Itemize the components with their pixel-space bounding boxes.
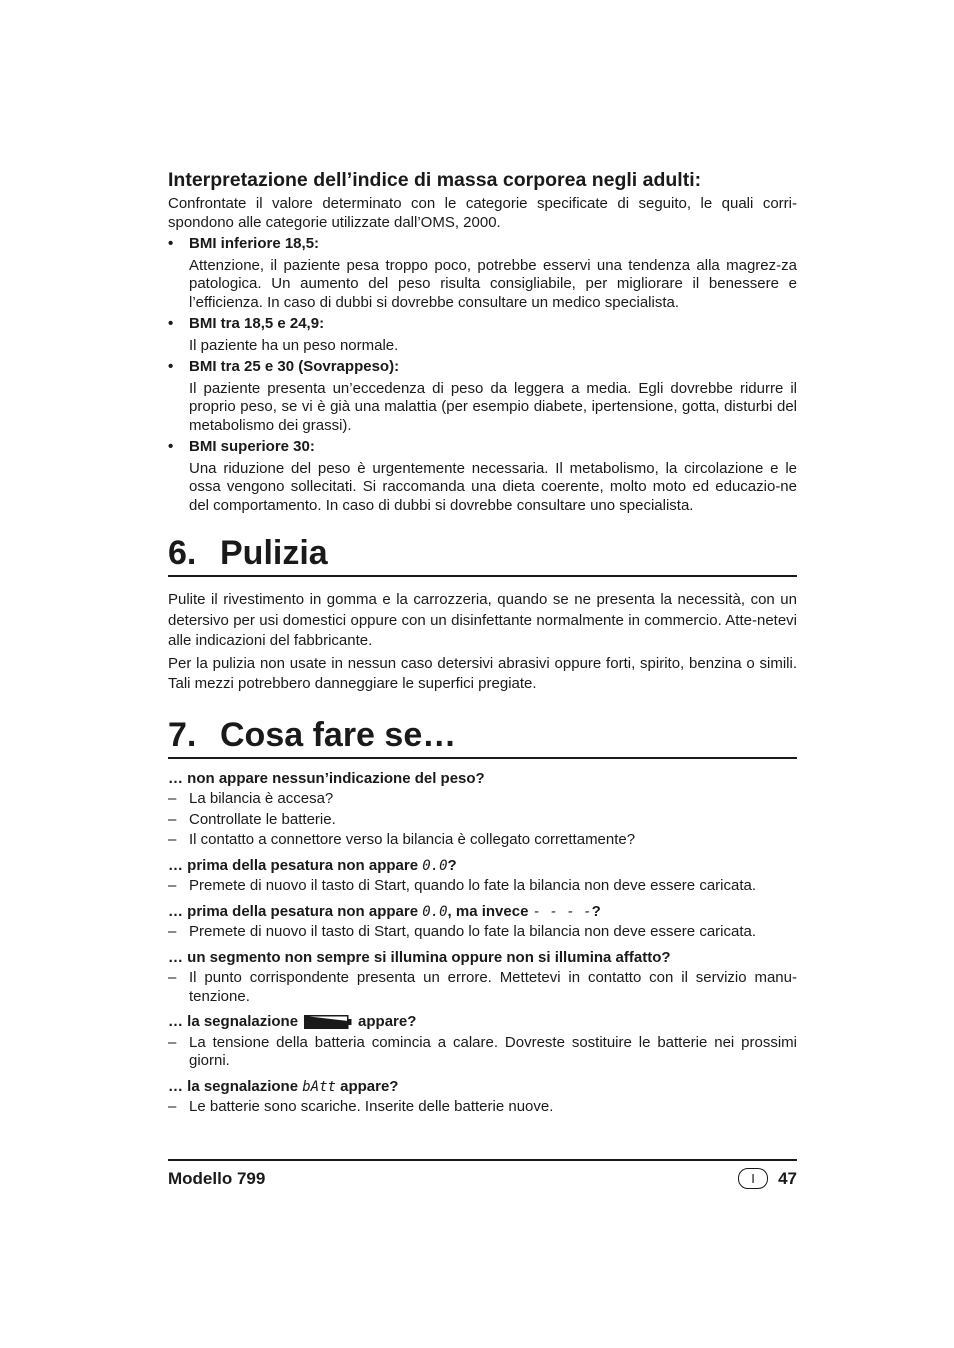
bmi-list — [168, 235, 797, 515]
section-title-text: Cosa fare se… — [220, 715, 457, 754]
bmi-item-text: Il paziente ha un peso normale. — [189, 336, 399, 354]
answer-list — [168, 969, 797, 1006]
answer-list — [168, 877, 797, 896]
answer-list — [168, 790, 797, 850]
list-item: – La tensione della batteria comincia a calare. Dovreste sostituire le batterie nei prossimi giorni. — [168, 1033, 797, 1070]
bmi-item-title: BMI tra 25 e 30 (Sovrappeso): — [189, 358, 400, 376]
cleaning-paragraph: Pulite il rivestimento in gomma e la carrozzeria, quando se ne presenta la necessità, con un detersivo per usi domestici oppure con un disinfettante normalmente in commercio. Atte-netevi alle indicazioni del fabbricante. — [168, 591, 797, 650]
list-item: – Il contatto a connettore verso la bilancia è collegato correttamente? — [168, 831, 636, 849]
bmi-item-title: BMI inferiore 18,5: — [189, 235, 320, 253]
question: … prima della pesatura non appare 0.0? — [168, 856, 457, 874]
bmi-heading: Interpretazione dell’indice di massa corporea negli adulti: — [168, 169, 702, 191]
model-label: Modello 799 — [168, 1168, 266, 1188]
bullet-icon: • — [168, 235, 174, 253]
list-item: – Controllate le batterie. — [168, 810, 336, 828]
bmi-item-title: BMI tra 18,5 e 24,9: — [189, 315, 325, 333]
list-item: – Le batterie sono scariche. Inserite delle batterie nuove. — [168, 1098, 554, 1116]
answer-list — [168, 1034, 797, 1071]
bullet-icon: • — [168, 358, 174, 376]
battery-low-icon — [304, 1015, 352, 1029]
lcd-display-text: 0.0 — [422, 857, 448, 874]
list-item — [168, 235, 797, 312]
list-item — [168, 438, 797, 515]
section-number: 7. — [168, 715, 197, 754]
list-item: – Premete di nuovo il tasto di Start, quando lo fate la bilancia non deve essere caricata. — [168, 923, 757, 941]
bmi-item-title: BMI superiore 30: — [189, 438, 315, 456]
list-item — [168, 315, 797, 355]
list-item: – Premete di nuovo il tasto di Start, quando lo fate la bilancia non deve essere caricata. — [168, 877, 757, 895]
section-title-cleaning — [168, 533, 797, 577]
question: … la segnalazione bAtt appare? — [168, 1077, 399, 1095]
answer-list — [168, 923, 797, 942]
bmi-item-text: Attenzione, il paziente pesa troppo poco, potrebbe esservi una tendenza alla magrez-za patologica. Un aumento del peso risulta consigliabile, per migliorare il benessere e l’efficienza. In caso di dubbi si dovrebbe consultare un medico specialista. — [189, 256, 797, 311]
question: … un segmento non sempre si illumina oppure non si illumina affatto? — [168, 948, 671, 966]
section-title-troubleshoot — [168, 715, 797, 759]
list-item: – Il punto corrispondente presenta un errore. Mettetevi in contatto con il servizio manu-tenzione. — [168, 969, 797, 1005]
section-title-text: Pulizia — [220, 534, 328, 573]
question: … prima della pesatura non appare 0.0, ma invece - - - -? — [168, 902, 601, 920]
section-number: 6. — [168, 534, 197, 573]
bmi-item-text: Il paziente presenta un’eccedenza di peso da leggera a media. Egli dovrebbe ridurre il proprio peso, se vi è già una malattia (per esempio diabete, ipertensione, gotta, disturbi del metabolismo dei grassi). — [189, 379, 797, 434]
answer-list — [168, 1098, 797, 1117]
bmi-intro: Confrontate il valore determinato con le categorie specificate di seguito, le quali corri-spondono alle categorie utilizzate dall’OMS, 2000. — [168, 195, 797, 231]
lcd-display-text: - - - - — [532, 903, 592, 920]
page-content — [168, 168, 797, 1117]
list-item — [168, 358, 797, 435]
lcd-display-text: 0.0 — [422, 903, 448, 920]
language-badge: I — [738, 1168, 768, 1189]
lcd-display-text: bAtt — [302, 1078, 336, 1095]
page-footer — [168, 1159, 797, 1189]
question: … non appare nessun’indicazione del peso? — [168, 769, 485, 787]
footer-right — [738, 1168, 797, 1189]
list-item: – La bilancia è accesa? — [168, 790, 334, 808]
bullet-icon: • — [168, 315, 174, 333]
question: … la segnalazione appare? — [168, 1013, 417, 1031]
bmi-item-text: Una riduzione del peso è urgentemente necessaria. Il metabolismo, la circolazione e le ossa vengono sollecitati. Si raccomanda una dieta coerente, molto moto ed educazio-ne del comportamento. In caso di dubbi si dovrebbe consultare uno specialista. — [189, 459, 797, 514]
cleaning-paragraph: Per la pulizia non usate in nessun caso detersivi abrasivi oppure forti, spirito, benzina o simili. Tali mezzi potrebbero danneggiare le superfici pregiate. — [168, 654, 797, 693]
bullet-icon: • — [168, 438, 174, 456]
page-number: 47 — [778, 1168, 797, 1188]
